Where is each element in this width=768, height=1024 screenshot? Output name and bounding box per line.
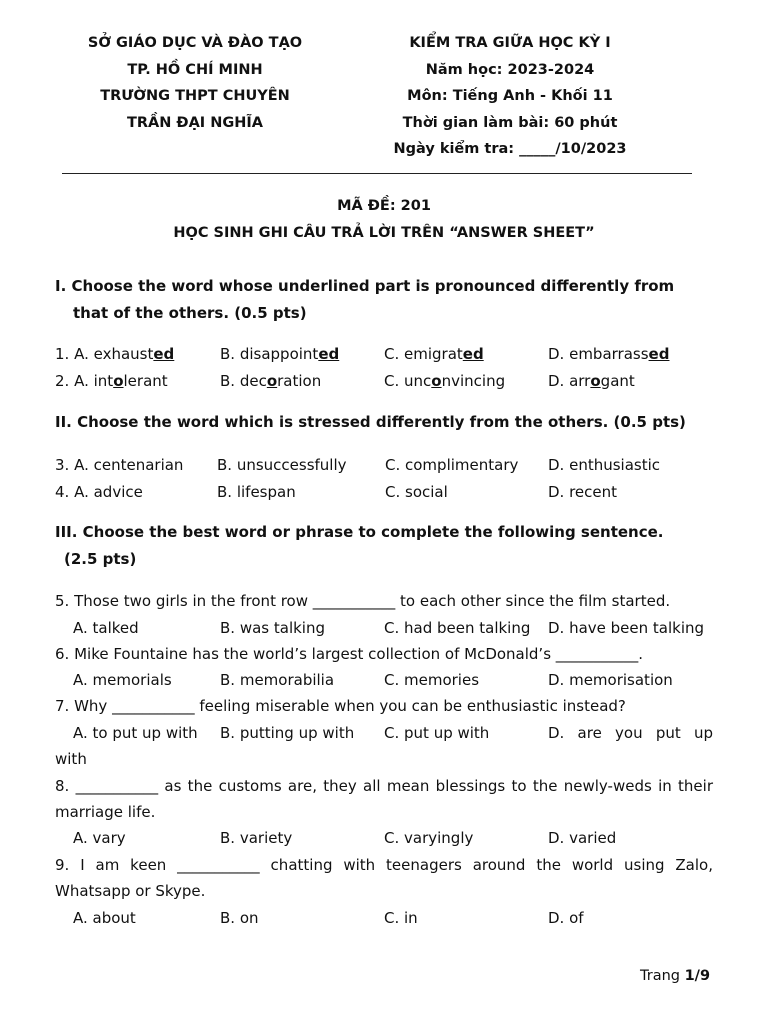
q9-options xyxy=(55,905,715,931)
q2-d-rest: gant xyxy=(600,372,635,390)
q8-option-d: D. varied xyxy=(548,829,617,847)
header-left-line-3: TRƯỜNG THPT CHUYÊN xyxy=(100,88,290,104)
q1-c-text: C. emigrat xyxy=(384,345,463,363)
q6-option-d: D. memorisation xyxy=(548,671,673,689)
q7-option-a: A. to put up with xyxy=(73,724,198,742)
q3-option-b: B. unsuccessfully xyxy=(217,456,347,474)
q2-a-text: A. int xyxy=(74,372,114,390)
q5-option-c: C. had been talking xyxy=(384,619,531,637)
q4-option-b: B. lifespan xyxy=(217,483,296,501)
q2-c-underlined: o xyxy=(431,372,442,390)
q2-option-b xyxy=(220,368,321,394)
q3-option-a: 3. A. centenarian xyxy=(55,456,184,474)
exam-code: MÃ ĐỀ: 201 xyxy=(337,198,431,214)
header-left-line-4: TRẦN ĐẠI NGHĨA xyxy=(126,114,264,131)
header-left-line-1: SỞ GIÁO DỤC VÀ ĐÀO TẠO xyxy=(87,35,303,51)
q6-option-a: A. memorials xyxy=(73,671,172,689)
q2-c-text: C. unc xyxy=(384,372,432,390)
q1-a-underlined: ed xyxy=(153,345,175,363)
header-right-line-5: Ngày kiểm tra: _____/10/2023 xyxy=(393,141,627,157)
q9-option-c: C. in xyxy=(384,909,418,927)
q8-options xyxy=(55,825,715,851)
section-3-title xyxy=(55,519,715,573)
q2-option-a xyxy=(55,368,168,394)
q1-option-c xyxy=(384,341,484,367)
q7-option-d: D. are you put up xyxy=(548,724,713,742)
q2-a-underlined: o xyxy=(113,372,124,390)
q7-options xyxy=(55,720,715,746)
q9-stem-line-2: Whatsapp or Skype. xyxy=(55,882,206,900)
q6-options xyxy=(55,667,715,693)
question-4 xyxy=(55,479,715,505)
header-divider xyxy=(62,173,692,174)
q1-d-text: D. embarrass xyxy=(548,345,649,363)
section-1-title-line-1: I. Choose the word whose underlined part is pronounced differently from xyxy=(55,277,675,295)
q1-option-b xyxy=(220,341,339,367)
school-header xyxy=(55,30,335,136)
q2-d-underlined: o xyxy=(590,372,601,390)
q1-d-underlined: ed xyxy=(648,345,670,363)
header-right-line-4: Thời gian làm bài: 60 phút xyxy=(402,114,618,131)
question-1 xyxy=(55,341,715,367)
q7-option-b: B. putting up with xyxy=(220,724,355,742)
section-1-title xyxy=(55,273,715,327)
q7-option-c: C. put up with xyxy=(384,724,490,742)
q4-option-d: D. recent xyxy=(548,483,618,501)
q7-stem: 7. Why ___________ feeling miserable when you can be enthusiastic instead? xyxy=(55,697,626,715)
q8-stem-line-2: marriage life. xyxy=(55,803,156,821)
q9-stem-line-1: 9. I am keen ___________ chatting with teenagers around the world using Zalo, xyxy=(55,856,713,874)
q1-number: 1. xyxy=(55,345,75,363)
section-2-title: II. Choose the word which is stressed differently from the others. (0.5 pts) xyxy=(55,413,686,431)
q4-option-c: C. social xyxy=(385,483,448,501)
q2-b-text: B. dec xyxy=(220,372,267,390)
q6-option-c: C. memories xyxy=(384,671,480,689)
q5-stem: 5. Those two girls in the front row ___________ to each other since the film started. xyxy=(55,592,671,610)
q9-option-b: B. on xyxy=(220,909,259,927)
q8-option-b: B. variety xyxy=(220,829,293,847)
q9-option-d: D. of xyxy=(548,909,584,927)
q5-option-b: B. was talking xyxy=(220,619,325,637)
question-3 xyxy=(55,452,715,478)
exam-info-header xyxy=(360,30,660,163)
q2-option-d xyxy=(548,368,635,394)
q1-b-text: B. disappoint xyxy=(220,345,319,363)
q2-d-text: D. arr xyxy=(548,372,591,390)
q4-option-a: 4. A. advice xyxy=(55,483,143,501)
question-2 xyxy=(55,368,715,394)
q1-a-text: A. exhaust xyxy=(74,345,154,363)
q3-option-d: D. enthusiastic xyxy=(548,456,661,474)
section-3-title-line-2: (2.5 pts) xyxy=(64,550,137,568)
q2-number: 2. xyxy=(55,372,75,390)
page-count: 1/9 xyxy=(684,968,711,984)
q3-option-c: C. complimentary xyxy=(385,456,519,474)
q1-c-underlined: ed xyxy=(462,345,484,363)
q2-a-rest: lerant xyxy=(123,372,168,390)
q2-b-underlined: o xyxy=(266,372,278,390)
section-3-title-line-1: III. Choose the best word or phrase to complete the following sentence. xyxy=(55,523,664,541)
header-right-line-1: KIỂM TRA GIỮA HỌC KỲ I xyxy=(409,35,611,51)
page-label: Trang xyxy=(640,968,685,984)
q1-option-d xyxy=(548,341,669,367)
q5-options xyxy=(55,615,715,641)
q8-option-a: A. vary xyxy=(73,829,126,847)
q8-stem-line-1: 8. ___________ as the customs are, they all mean blessings to the newly-weds in their xyxy=(55,777,713,795)
header-right-line-2: Năm học: 2023-2024 xyxy=(425,61,595,78)
section-1-title-line-2: that of the others. (0.5 pts) xyxy=(73,304,307,322)
q1-b-underlined: ed xyxy=(318,345,340,363)
q9-option-a: A. about xyxy=(73,909,136,927)
q2-c-rest: nvincing xyxy=(441,372,506,390)
page-number xyxy=(640,968,710,984)
q2-option-c xyxy=(384,368,505,394)
answer-sheet-instruction: HỌC SINH GHI CÂU TRẢ LỜI TRÊN “ANSWER SHEET” xyxy=(173,225,595,241)
q5-option-a: A. talked xyxy=(73,619,139,637)
q1-option-a xyxy=(55,341,174,367)
header-right-line-3: Môn: Tiếng Anh - Khối 11 xyxy=(407,88,613,104)
q6-option-b: B. memorabilia xyxy=(220,671,335,689)
q7-option-d-continued: with xyxy=(55,750,87,768)
header-left-line-2: TP. HỒ CHÍ MINH xyxy=(127,61,263,78)
q2-b-rest: ration xyxy=(277,372,322,390)
q5-option-d: D. have been talking xyxy=(548,619,705,637)
q8-option-c: C. varyingly xyxy=(384,829,474,847)
q6-stem: 6. Mike Fountaine has the world’s largest collection of McDonald’s ___________. xyxy=(55,645,644,663)
